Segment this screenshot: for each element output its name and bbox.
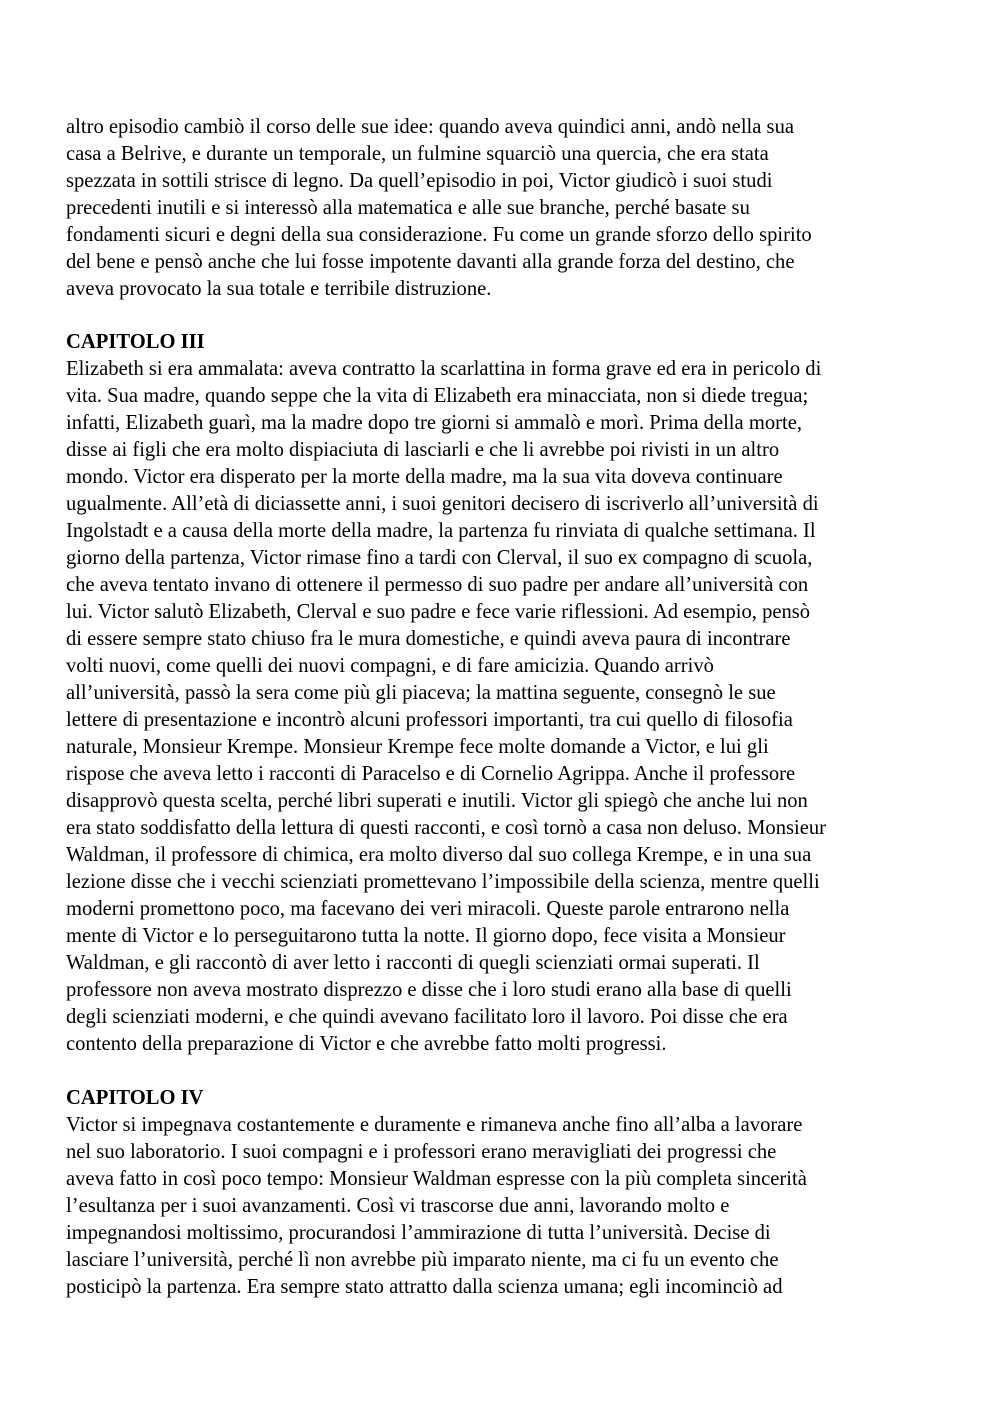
text-line: Waldman, e gli raccontò di aver letto i racconti di quegli scienziati ormai superati. Il <box>66 952 760 974</box>
text-line: ugualmente. All’età di diciassette anni, i suoi genitori decisero di iscriverlo all’università di <box>66 493 819 515</box>
text-line: era stato soddisfatto della lettura di questi racconti, e così tornò a casa non deluso. Monsieur <box>66 817 827 839</box>
text-line: casa a Belrive, e durante un temporale, un fulmine squarciò una quercia, che era stata <box>66 143 769 165</box>
chapter-section <box>66 329 966 1058</box>
chapter-heading: CAPITOLO III <box>66 331 205 353</box>
text-line: all’università, passò la sera come più gli piaceva; la mattina seguente, consegnò le sue <box>66 682 776 704</box>
text-line: fondamenti sicuri e degni della sua considerazione. Fu come un grande sforzo dello spirito <box>66 224 812 246</box>
text-line: precedenti inutili e si interessò alla matematica e alle sue branche, perché basate su <box>66 197 750 219</box>
chapter-heading: CAPITOLO IV <box>66 1087 204 1109</box>
chapter-section <box>66 1085 966 1301</box>
text-line: aveva provocato la sua totale e terribile distruzione. <box>66 278 492 300</box>
text-line: spezzata in sottili strisce di legno. Da quell’episodio in poi, Victor giudicò i suoi studi <box>66 170 773 192</box>
text-line: mente di Victor e lo perseguitarono tutta la notte. Il giorno dopo, fece visita a Monsieur <box>66 925 786 947</box>
text-line: Ingolstadt e a causa della morte della madre, la partenza fu rinviata di qualche settimana. Il <box>66 520 816 542</box>
text-line: Waldman, il professore di chimica, era molto diverso dal suo collega Krempe, e in una sua <box>66 844 812 866</box>
text-line: lasciare l’università, perché lì non avrebbe più imparato niente, ma ci fu un evento che <box>66 1249 779 1271</box>
text-line: degli scienziati moderni, e che quindi avevano facilitato loro il lavoro. Poi disse che era <box>66 1006 788 1028</box>
text-line: moderni promettono poco, ma facevano dei veri miracoli. Queste parole entrarono nella <box>66 898 790 920</box>
text-line: disse ai figli che era molto dispiaciuta di lasciarli e che li avrebbe poi rivisti in un altro <box>66 439 780 461</box>
text-line: disapprovò questa scelta, perché libri superati e inutili. Victor gli spiegò che anche lui non <box>66 790 808 812</box>
text-line: infatti, Elizabeth guarì, ma la madre dopo tre giorni si ammalò e morì. Prima della morte, <box>66 412 803 434</box>
text-line: lezione disse che i vecchi scienziati promettevano l’impossibile della scienza, mentre quelli <box>66 871 820 893</box>
text-line: lettere di presentazione e incontrò alcuni professori importanti, tra cui quello di filosofia <box>66 709 793 731</box>
text-line: giorno della partenza, Victor rimase fino a tardi con Clerval, il suo ex compagno di scuola, <box>66 547 813 569</box>
text-line: mondo. Victor era disperato per la morte della madre, ma la sua vita doveva continuare <box>66 466 783 488</box>
text-line: altro episodio cambiò il corso delle sue idee: quando aveva quindici anni, andò nella sua <box>66 116 795 138</box>
text-line: vita. Sua madre, quando seppe che la vita di Elizabeth era minacciata, non si diede tregua; <box>66 385 809 407</box>
text-line: naturale, Monsieur Krempe. Monsieur Krempe fece molte domande a Victor, e lui gli <box>66 736 769 758</box>
intro-paragraph <box>66 114 966 303</box>
text-line: posticipò la partenza. Era sempre stato attratto dalla scienza umana; egli incominciò ad <box>66 1276 783 1298</box>
text-line: volti nuovi, come quelli dei nuovi compagni, e di fare amicizia. Quando arrivò <box>66 655 714 677</box>
text-line: Victor si impegnava costantemente e duramente e rimaneva anche fino all’alba a lavorare <box>66 1114 803 1136</box>
text-line: contento della preparazione di Victor e che avrebbe fatto molti progressi. <box>66 1033 667 1055</box>
text-line: nel suo laboratorio. I suoi compagni e i professori erano meravigliati dei progressi che <box>66 1141 777 1163</box>
text-line: Elizabeth si era ammalata: aveva contratto la scarlattina in forma grave ed era in pericolo di <box>66 358 822 380</box>
text-line: rispose che aveva letto i racconti di Paracelso e di Cornelio Agrippa. Anche il professore <box>66 763 796 785</box>
text-line: di essere sempre stato chiuso fra le mura domestiche, e quindi aveva paura di incontrare <box>66 628 791 650</box>
text-line: lui. Victor salutò Elizabeth, Clerval e suo padre e fece varie riflessioni. Ad esempio, pensò <box>66 601 811 623</box>
text-line: professore non aveva mostrato disprezzo e disse che i loro studi erano alla base di quelli <box>66 979 792 1001</box>
text-line: che aveva tentato invano di ottenere il permesso di suo padre per andare all’università con <box>66 574 809 596</box>
text-line: impegnandosi moltissimo, procurandosi l’ammirazione di tutta l’università. Decise di <box>66 1222 771 1244</box>
text-line: del bene e pensò anche che lui fosse impotente davanti alla grande forza del destino, che <box>66 251 795 273</box>
text-line: aveva fatto in così poco tempo: Monsieur Waldman espresse con la più completa sincerità <box>66 1168 807 1190</box>
text-line: l’esultanza per i suoi avanzamenti. Così vi trascorse due anni, lavorando molto e <box>66 1195 730 1217</box>
